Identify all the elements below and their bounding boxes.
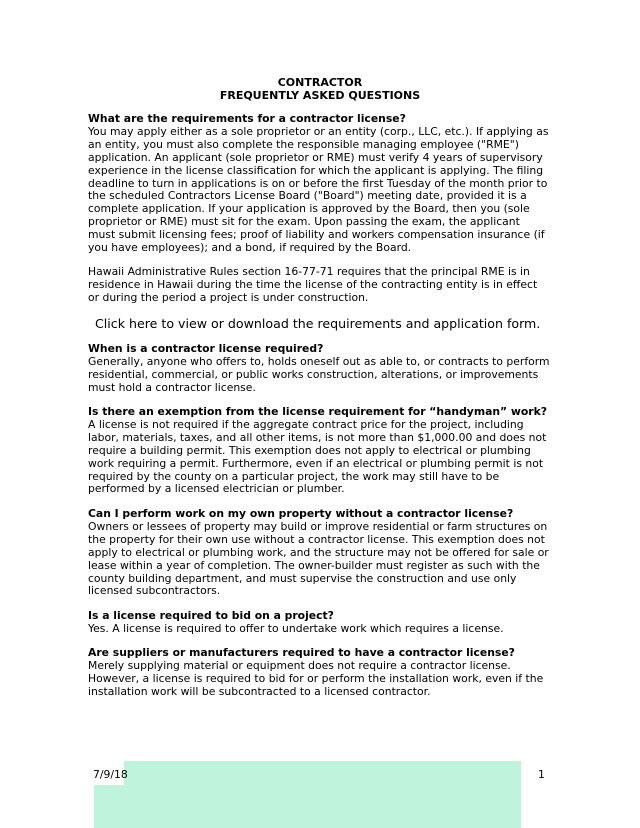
highlight-box — [124, 761, 521, 786]
download-requirements-link[interactable]: Click here to view or download the requirements and application form. — [95, 316, 541, 331]
footer-date: 7/9/18 — [93, 768, 128, 781]
answer-text: You may apply either as a sole proprietor or an entity (corp., LLC, etc.). If applying as an entity, you must also complete the responsible managing employee ("RME") application. An applicant (sole proprietor or RME) must verify 4 years of supervisory experience in the license classification for which the applicant is applying. The filing deadline to turn in applications is on or before the first Tuesday of the month prior to the scheduled Contractors License Board ("Board") meeting date, provided it is a complete application. If your application is approved by the Board, then you (sole proprietor or RME) must sit for the exam. Upon passing the exam, the applicant must submit licensing fees; proof of liability and workers compensation insurance (if you have employees); and a bond, if required by the Board. — [88, 124, 549, 255]
question-heading: Is there an exemption from the license requirement for “handyman” work? — [88, 405, 548, 418]
answer-text: A license is not required if the aggregate contract price for the project, including labor, materials, taxes, and all other items, is not more than $1,000.00 and does not require a building permit. This exemption does not apply to electrical or plumbing work requiring a permit. Furthermore, even if an electrical or plumbing permit is not required by the county on a particular project, the work may still have to be performed by a licensed electrician or plumber. — [88, 417, 547, 496]
highlight-box — [94, 785, 521, 828]
section-when-required — [88, 343, 550, 395]
question-heading: What are the requirements for a contractor license? — [88, 112, 406, 125]
section-handyman — [88, 406, 550, 496]
title-line-2: FREQUENTLY ASKED QUESTIONS — [219, 89, 421, 102]
question-heading: Are suppliers or manufacturers required to have a contractor license? — [88, 646, 515, 659]
section-bid — [88, 610, 550, 636]
title-line-1: CONTRACTOR — [277, 76, 363, 89]
question-heading: When is a contractor license required? — [88, 342, 324, 355]
question-heading: Is a license required to bid on a project? — [88, 609, 334, 622]
section-requirements — [88, 113, 550, 255]
answer-text: Generally, anyone who offers to, holds oneself out as able to, or contracts to perform residential, commercial, or public works construction, alterations, or improvements must hold a contractor license. — [88, 354, 550, 394]
question-heading: Can I perform work on my own property without a contractor license? — [88, 507, 514, 520]
answer-text: Yes. A license is required to offer to undertake work which requires a license. — [88, 621, 504, 635]
answer-text: Merely supplying material or equipment does not require a contractor license. However, a license is required to bid for or perform the installation work, even if the installation work will be subcontracted to a licensed contractor. — [88, 658, 544, 698]
rule-paragraph: Hawaii Administrative Rules section 16-77-71 requires that the principal RME is in residence in Hawaii during the time the license of the contracting entity is in effect or during the period a project is under construction. — [88, 265, 538, 304]
page-number: 1 — [538, 768, 545, 781]
section-suppliers — [88, 647, 550, 699]
section-own-property — [88, 508, 550, 598]
answer-text: Owners or lessees of property may build or improve residential or farm structures on the property for their own use without a contractor license. This exemption does not apply to electrical or plumbing work, and the structure may not be offered for sale or lease within a year of completion. The owner-builder must register as such with the county building department, and must supervise the construction and use only licensed subcontractors. — [88, 519, 549, 598]
